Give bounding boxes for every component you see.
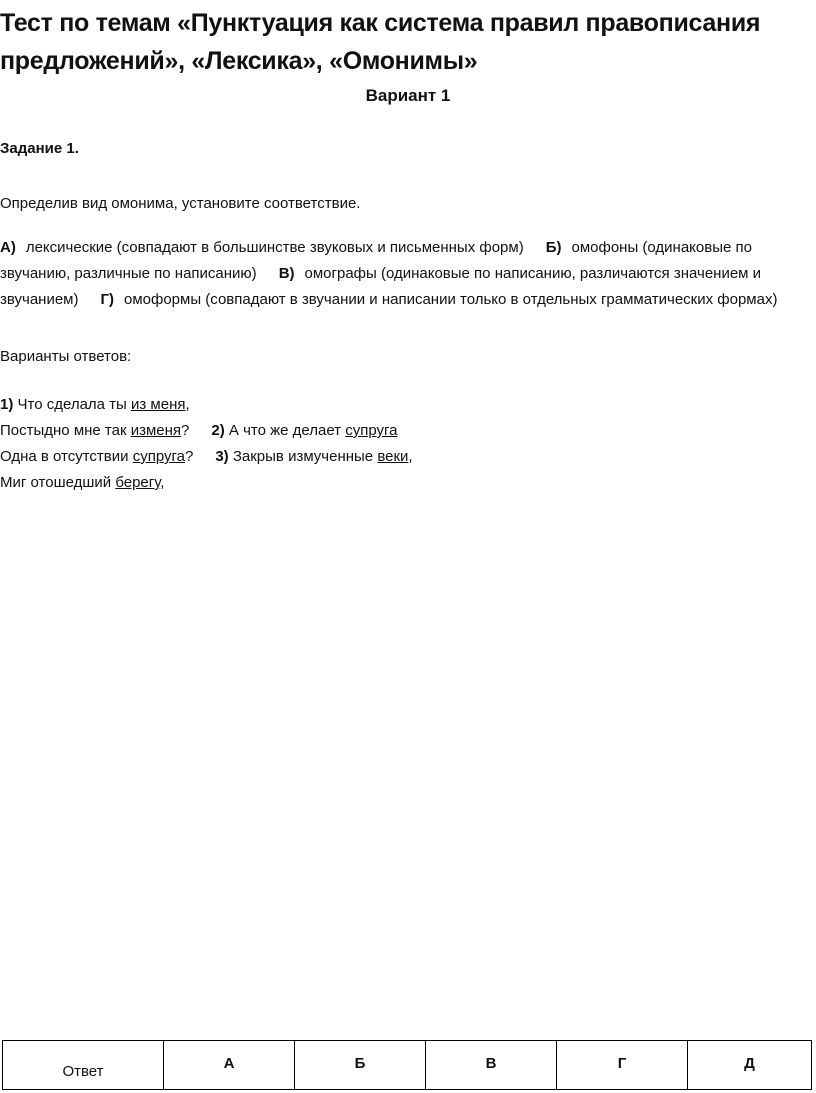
- poem-1-line-1-text: Что сделала ты: [17, 396, 131, 413]
- option-text-g: омоформы (совпадают в звучании и написании только в отдельных грамматических формах): [124, 291, 778, 308]
- answer-table-row: [3, 1041, 812, 1090]
- variant-heading: Вариант 1: [365, 86, 451, 105]
- option-letter-v: В): [278, 265, 295, 282]
- poem-3-line-1-punct: ,: [408, 448, 413, 465]
- answer-label-cell: Ответ: [3, 1041, 164, 1090]
- poem-number-2: 2): [211, 422, 225, 439]
- poem-number-1: 1): [0, 396, 14, 413]
- answers-label: Варианты ответов:: [0, 348, 132, 365]
- poem-3-line-2-text: Миг отошедший: [0, 474, 116, 491]
- poem-2-homonym-2: супруга: [132, 448, 185, 465]
- page-title: Тест по темам «Пунктуация как система правил правописания предложений», «Лексика», «Омонимы»: [0, 9, 761, 75]
- answer-cell-b[interactable]: Б: [295, 1041, 426, 1090]
- answer-cell-g[interactable]: Г: [557, 1041, 688, 1090]
- poem-1-homonym-1: из меня: [131, 396, 186, 413]
- answer-cell-v[interactable]: В: [426, 1041, 557, 1090]
- poem-1-homonym-2: изменя: [130, 422, 182, 439]
- poem-3-line-1-text: Закрыв измученные: [232, 448, 378, 465]
- option-text-b: омофоны (одинаковые по звучанию, различные по написанию): [0, 239, 752, 282]
- poem-1-line-1-punct: ,: [185, 396, 190, 413]
- task-heading: Задание 1.: [0, 140, 79, 157]
- poem-excerpts: [0, 392, 816, 496]
- answer-cell-d[interactable]: Д: [688, 1041, 812, 1090]
- task-instruction: Определив вид омонима, установите соответствие.: [0, 195, 361, 212]
- option-letter-b: Б): [545, 239, 562, 256]
- poem-2-line-2-text: Одна в отсутствии: [0, 448, 133, 465]
- answer-cell-a[interactable]: А: [164, 1041, 295, 1090]
- poem-2-homonym-1: супруга: [345, 422, 398, 439]
- homonym-options: [0, 235, 816, 313]
- answer-table: [2, 1040, 812, 1090]
- poem-1-line-2-punct: ?: [181, 422, 190, 439]
- option-letter-a: А): [0, 239, 16, 256]
- poem-number-3: 3): [215, 448, 229, 465]
- poem-2-line-2-punct: ?: [184, 448, 194, 465]
- poem-1-line-2-text: Постыдно мне так: [0, 422, 131, 439]
- poem-3-line-2-punct: ,: [160, 474, 165, 491]
- option-text-v: омографы (одинаковые по написанию, различаются значением и звучанием): [0, 265, 762, 308]
- poem-2-line-1-text: А что же делает: [228, 422, 346, 439]
- option-text-a: лексические (совпадают в большинстве звуковых и письменных форм): [25, 239, 524, 256]
- poem-3-homonym-2: берегу: [115, 474, 161, 491]
- poem-3-homonym-1: веки: [377, 448, 409, 465]
- option-letter-g: Г): [100, 291, 114, 308]
